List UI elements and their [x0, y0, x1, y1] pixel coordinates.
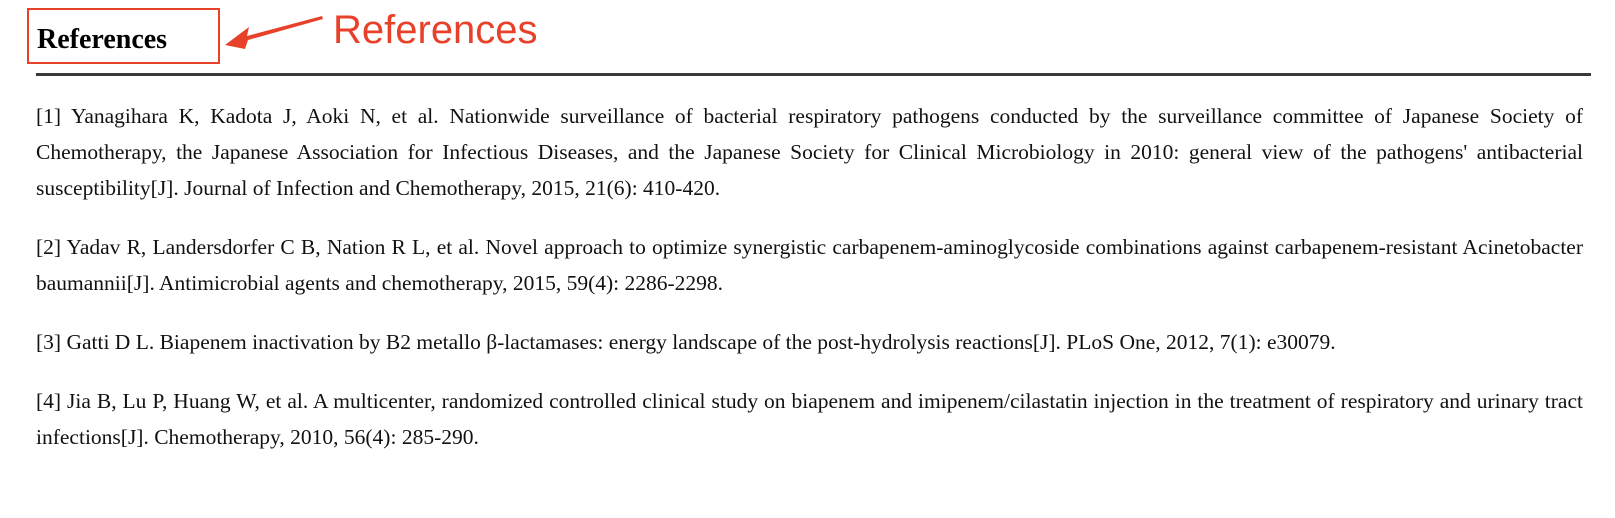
- reference-list: [36, 98, 1583, 478]
- references-heading: References: [37, 24, 168, 55]
- reference-item-3: [3] Gatti D L. Biapenem inactivation by B2 metallo β-lactamases: energy landscape of the post-hydrolysis reactions[J]. PLoS One, 2012, 7(1): e30079.: [36, 330, 1336, 354]
- annotation-arrow-icon: [225, 12, 335, 52]
- reference-item-2: [2] Yadav R, Landersdorfer C B, Nation R L, et al. Novel approach to optimize synergistic carbapenem-aminoglycoside combinations against carbapenem-resistant Acinetobacter baumannii[J]. Antimicrobial agents and chemotherapy, 2015, 59(4): 2286-2298.: [36, 235, 1583, 295]
- heading-divider: [36, 73, 1591, 76]
- annotation-label: References: [333, 8, 538, 52]
- reference-item-1: [1] Yanagihara K, Kadota J, Aoki N, et al. Nationwide surveillance of bacterial respiratory pathogens conducted by the surveillance committee of Japanese Society of Chemotherapy, the Japanese Association for Infectious Diseases, and the Japanese Society for Clinical Microbiology in 2010: general view of the pathogens' antibacterial susceptibility[J]. Journal of Infection and Chemotherapy, 2015, 21(6): 410-420.: [36, 104, 1583, 200]
- reference-item-4: [4] Jia B, Lu P, Huang W, et al. A multicenter, randomized controlled clinical study on biapenem and imipenem/cilastatin injection in the treatment of respiratory and urinary tract infections[J]. Chemotherapy, 2010, 56(4): 285-290.: [36, 389, 1583, 449]
